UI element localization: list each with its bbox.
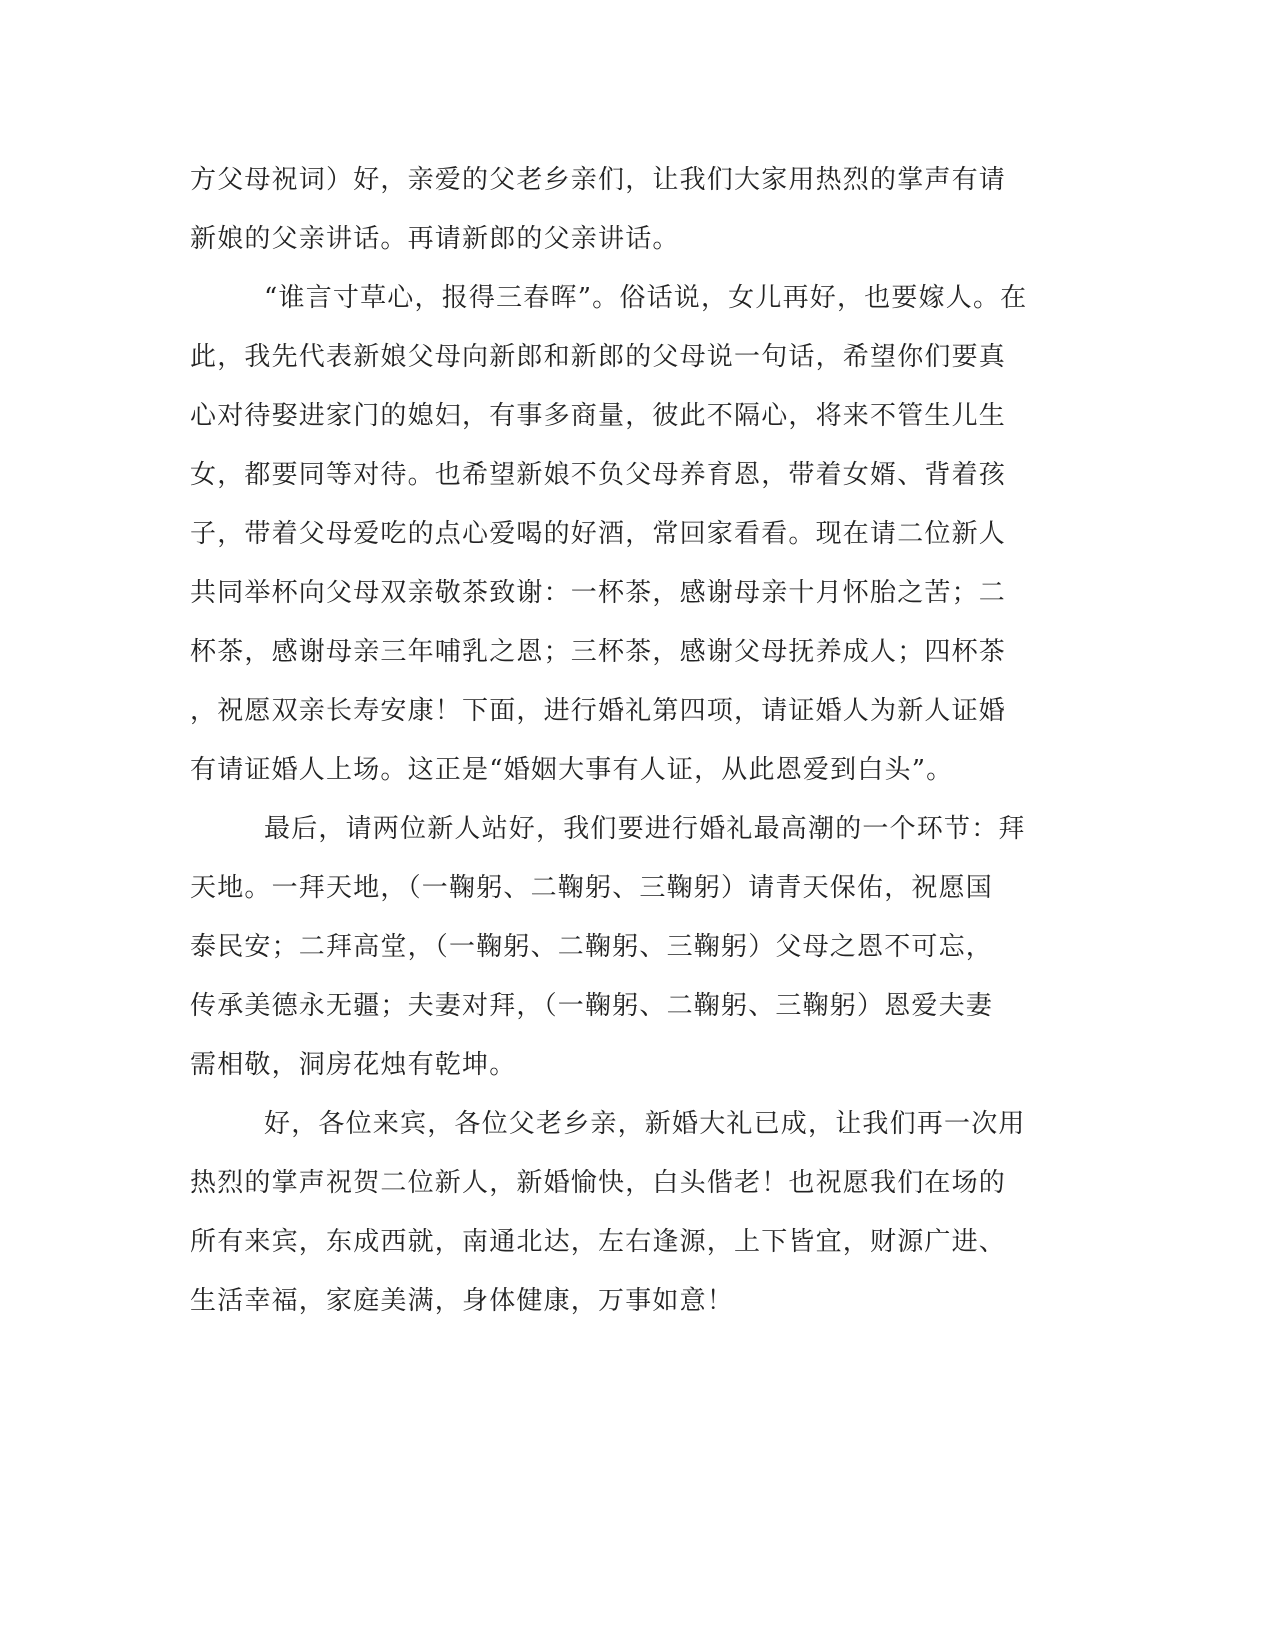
paragraph-4-line-1: 好，各位来宾，各位父老乡亲，新婚大礼已成，让我们再一次用 [264, 1109, 1026, 1139]
paragraph-3-line-4: 传承美德永无疆；夫妻对拜，（一鞠躬、二鞠躬、三鞠躬）恩爱夫妻 [190, 991, 994, 1021]
paragraph-2-line-2: 此，我先代表新娘父母向新郎和新郎的父母说一句话，希望你们要真 [190, 342, 1007, 372]
paragraph-3-line-3: 泰民安；二拜高堂，（一鞠躬、二鞠躬、三鞠躬）父母之恩不可忘， [190, 932, 994, 962]
paragraph-3-line-5: 需相敬，洞房花烛有乾坤。 [190, 1050, 517, 1080]
paragraph-3-line-2: 天地。一拜天地，（一鞠躬、二鞠躬、三鞠躬）请青天保佑，祝愿国 [190, 873, 994, 903]
paragraph-2-line-5: 子，带着父母爱吃的点心爱喝的好酒，常回家看看。现在请二位新人 [190, 519, 1007, 549]
paragraph-2-line-8: ，祝愿双亲长寿安康！下面，进行婚礼第四项，请证婚人为新人证婚 [190, 696, 1007, 726]
paragraph-4-line-2: 热烈的掌声祝贺二位新人，新婚愉快，白头偕老！也祝愿我们在场的 [190, 1168, 1007, 1198]
paragraph-2-line-9: 有请证婚人上场。这正是“婚姻大事有人证，从此恩爱到白头”。 [190, 755, 954, 785]
paragraph-1-line-1: 方父母祝词）好，亲爱的父老乡亲们，让我们大家用热烈的掌声有请 [190, 165, 1007, 195]
paragraph-4-line-3: 所有来宾，东成西就，南通北达，左右逢源，上下皆宜，财源广进、 [190, 1227, 1007, 1257]
paragraph-2-line-4: 女，都要同等对待。也希望新娘不负父母养育恩，带着女婿、背着孩 [190, 460, 1007, 490]
paragraph-2-line-6: 共同举杯向父母双亲敬茶致谢：一杯茶，感谢母亲十月怀胎之苦；二 [190, 578, 1007, 608]
paragraph-3-line-1: 最后，请两位新人站好，我们要进行婚礼最高潮的一个环节：拜 [264, 814, 1026, 844]
paragraph-2-line-7: 杯茶，感谢母亲三年哺乳之恩；三杯茶，感谢父母抚养成人；四杯茶 [190, 637, 1007, 667]
paragraph-4-line-4: 生活幸福，家庭美满，身体健康，万事如意！ [190, 1286, 735, 1316]
paragraph-1-line-2: 新娘的父亲讲话。再请新郎的父亲讲话。 [190, 224, 680, 254]
paragraph-2-line-3: 心对待娶进家门的媳妇，有事多商量，彼此不隔心，将来不管生儿生 [190, 401, 1007, 431]
paragraph-2-line-1: “谁言寸草心，报得三春晖”。俗话说，女儿再好，也要嫁人。在 [264, 283, 1028, 313]
